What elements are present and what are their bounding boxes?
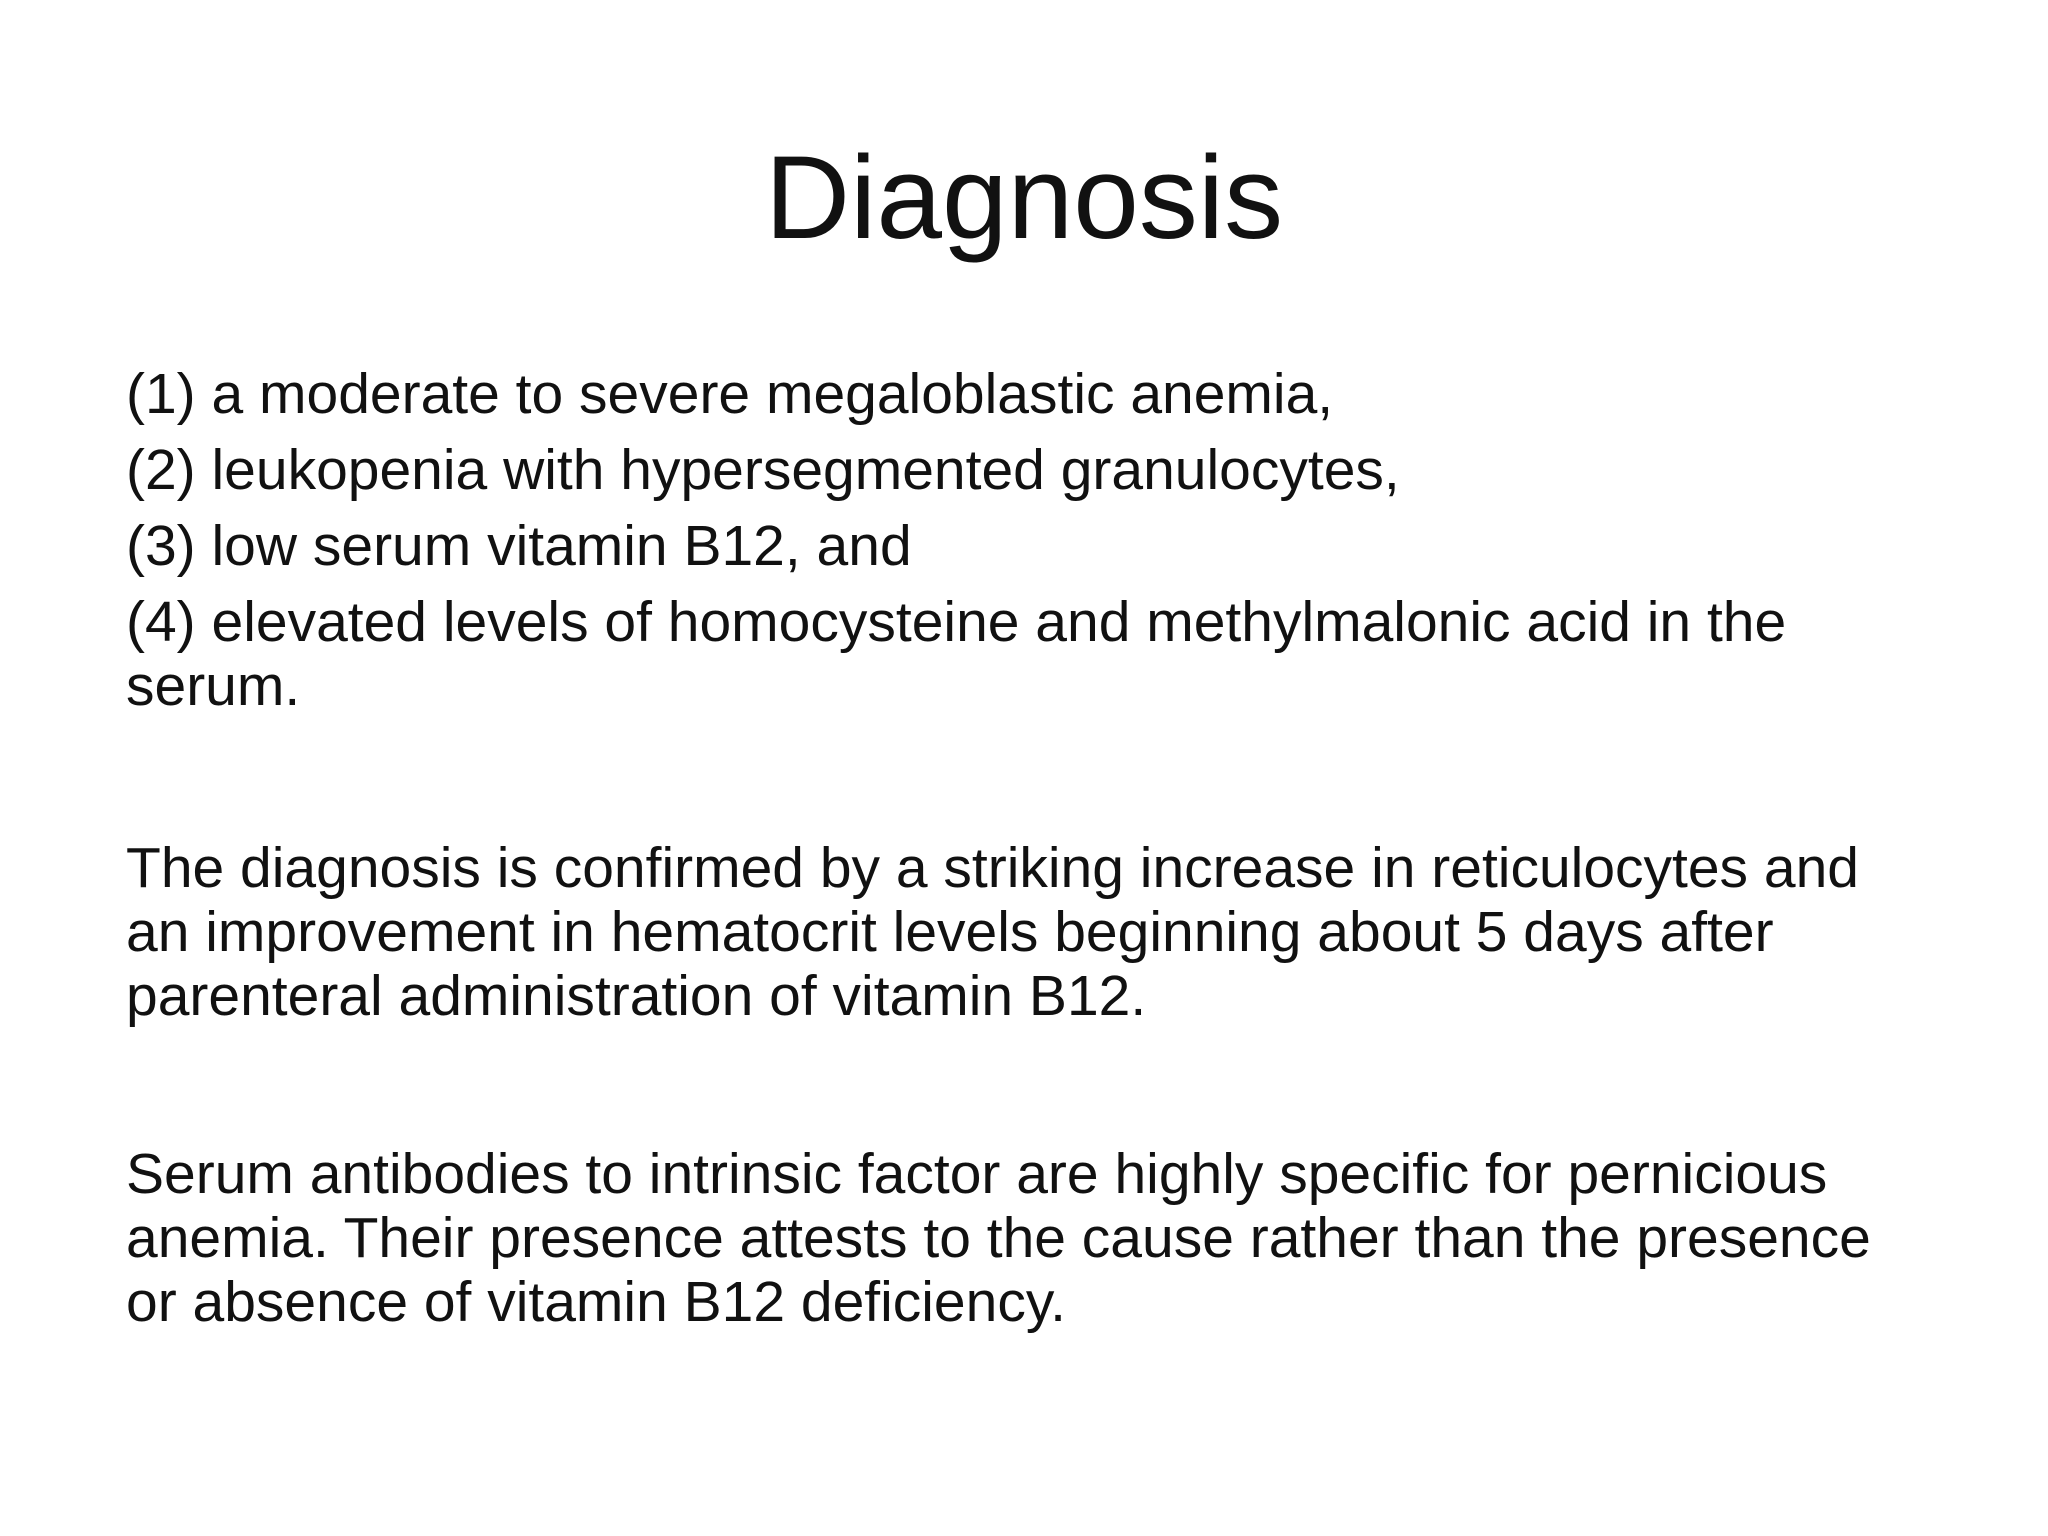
antibodies-paragraph: Serum antibodies to intrinsic factor are highly specific for pernicious anemia. Their presence attests to the cause rather than the presence or absence of vitamin B12 deficiency. — [126, 1142, 1871, 1334]
criterion-item: (4) elevated levels of homocysteine and methylmalonic acid in the serum. — [126, 590, 1787, 718]
criterion-item: (2) leukopenia with hypersegmented granulocytes, — [126, 438, 1400, 502]
criterion-item: (1) a moderate to severe megaloblastic anemia, — [126, 362, 1334, 426]
slide-title: Diagnosis — [764, 132, 1284, 264]
confirmation-paragraph: The diagnosis is confirmed by a striking increase in reticulocytes and an improvement in hematocrit levels beginning about 5 days after parenteral administration of vitamin B12. — [126, 836, 1859, 1028]
slide-body — [126, 362, 1926, 1334]
criterion-item: (3) low serum vitamin B12, and — [126, 514, 912, 578]
